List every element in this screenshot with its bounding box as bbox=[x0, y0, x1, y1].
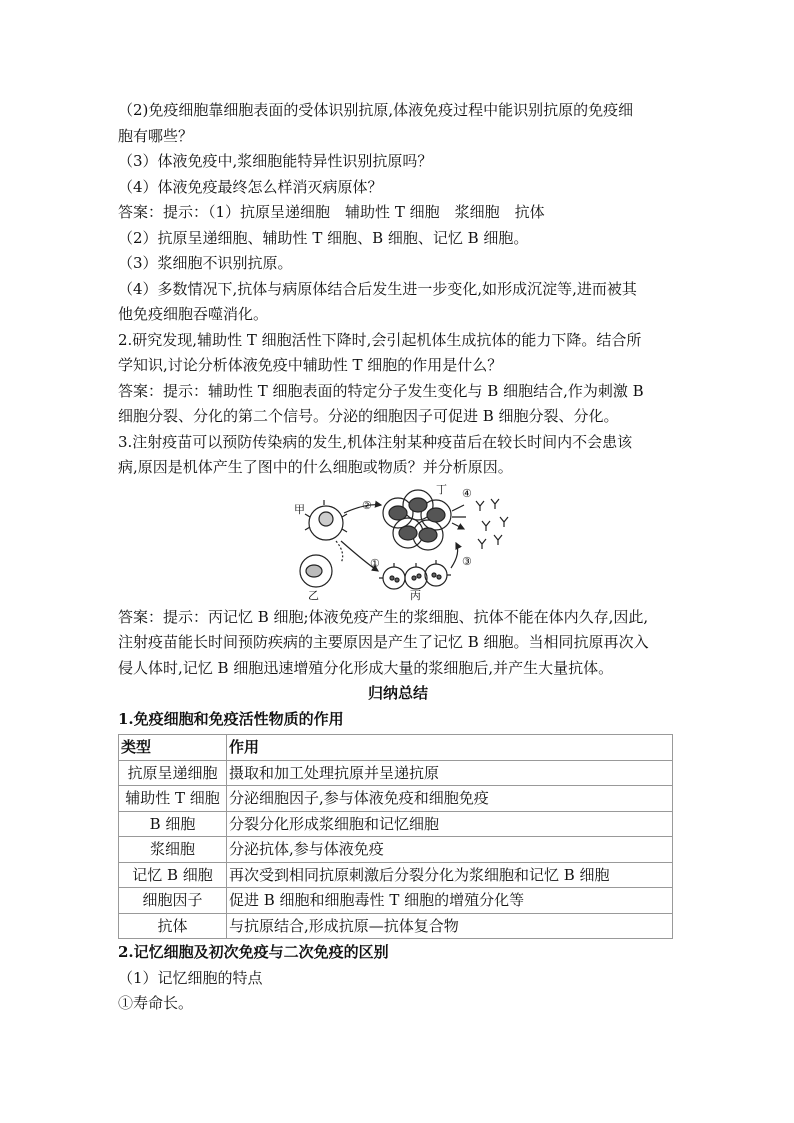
question-2-line-1: （2)免疫细胞靠细胞表面的受体识别抗原,体液免疫过程中能识别抗原的免疫细 bbox=[118, 101, 634, 119]
immune-diagram bbox=[286, 483, 526, 601]
table-row bbox=[119, 913, 673, 939]
section-1-heading: 1.免疫细胞和免疫活性物质的作用 bbox=[118, 709, 344, 728]
problem-2-line-2: 学知识,讨论分析体液免疫中辅助性 T 细胞的作用是什么？ bbox=[118, 356, 503, 374]
table-row bbox=[119, 760, 673, 786]
step-4: ④ bbox=[462, 486, 472, 500]
problem-2-answer-line-1: 答案：提示：辅助性 T 细胞表面的特定分子发生变化与 B 细胞结合,作为刺激 B bbox=[118, 381, 644, 400]
table-header-function: 作用 bbox=[227, 735, 673, 761]
answer-4-line-1: （4）多数情况下,抗体与病原体结合后发生进一步变化,如形成沉淀等,进而被其 bbox=[118, 279, 637, 298]
step-2: ② bbox=[362, 498, 372, 512]
label-bing: 丙 bbox=[410, 588, 421, 601]
answer-2: （2）抗原呈递细胞、辅助性 T 细胞、B 细胞、记忆 B 细胞。 bbox=[118, 228, 529, 247]
table-cell-function: 分裂分化形成浆细胞和记忆细胞 bbox=[227, 811, 673, 837]
document-body bbox=[118, 98, 678, 1017]
table-row bbox=[119, 888, 673, 914]
summary-heading: 归纳总结 bbox=[367, 684, 428, 702]
answer-1: 答案：提示：（1）抗原呈递细胞 辅助性 T 细胞 浆细胞 抗体 bbox=[118, 203, 545, 221]
table-row bbox=[119, 862, 673, 888]
question-2-line-2: 胞有哪些？ bbox=[118, 126, 194, 145]
label-jia: 甲 bbox=[294, 502, 305, 516]
section-2-heading: 2.记忆细胞及初次免疫与二次免疫的区别 bbox=[118, 943, 389, 961]
table-header-row bbox=[119, 735, 673, 761]
problem-3-answer-line-2: 注射疫苗能长时间预防疾病的主要原因是产生了记忆 B 细胞。当相同抗原再次入 bbox=[118, 633, 649, 651]
problem-2-line-1: 2.研究发现,辅助性 T 细胞活性下降时,会引起机体生成抗体的能力下降。结合所 bbox=[118, 330, 642, 349]
section-2-subheading: （1）记忆细胞的特点 bbox=[118, 968, 263, 987]
table-row bbox=[119, 786, 673, 812]
table-cell-type: B 细胞 bbox=[119, 811, 227, 837]
label-ding: 丁 bbox=[436, 482, 447, 496]
section-2-item-1: ①寿命长。 bbox=[118, 994, 194, 1012]
table-cell-type: 辅助性 T 细胞 bbox=[119, 786, 227, 812]
immune-cells-table bbox=[118, 734, 673, 939]
table-cell-function: 分泌细胞因子,参与体液免疫和细胞免疫 bbox=[227, 786, 673, 812]
step-3: ③ bbox=[462, 554, 472, 568]
table-row bbox=[119, 837, 673, 863]
humoral-immunity-figure bbox=[118, 483, 678, 601]
table-cell-function: 再次受到相同抗原刺激后分裂分化为浆细胞和记忆 B 细胞 bbox=[227, 862, 673, 888]
table-cell-type: 抗体 bbox=[119, 913, 227, 939]
answer-3: （3）浆细胞不识别抗原。 bbox=[118, 254, 293, 272]
problem-3-answer-line-1: 答案：提示：丙记忆 B 细胞;体液免疫产生的浆细胞、抗体不能在体内久存,因此, bbox=[118, 607, 649, 626]
question-4: （4）体液免疫最终怎么样消灭病原体？ bbox=[118, 177, 383, 196]
table-cell-function: 促进 B 细胞和细胞毒性 T 细胞的增殖分化等 bbox=[227, 888, 673, 914]
problem-3-line-1: 3.注射疫苗可以预防传染病的发生,机体注射某种疫苗后在较长时间内不会患该 bbox=[118, 432, 633, 451]
table-cell-type: 记忆 B 细胞 bbox=[119, 862, 227, 888]
table-cell-function: 分泌抗体,参与体液免疫 bbox=[227, 837, 673, 863]
table-cell-type: 浆细胞 bbox=[119, 837, 227, 863]
answer-4-line-2: 他免疫细胞吞噬消化。 bbox=[118, 305, 269, 323]
table-cell-function: 摄取和加工处理抗原并呈递抗原 bbox=[227, 760, 673, 786]
problem-3-line-2: 病,原因是机体产生了图中的什么细胞或物质？并分析原因。 bbox=[118, 458, 513, 476]
problem-3-answer-line-3: 侵人体时,记忆 B 细胞迅速增殖分化形成大量的浆细胞后,并产生大量抗体。 bbox=[118, 658, 614, 677]
table-row bbox=[119, 811, 673, 837]
step-1: ① bbox=[370, 556, 380, 570]
table-cell-type: 抗原呈递细胞 bbox=[119, 760, 227, 786]
table-header-type: 类型 bbox=[119, 735, 227, 761]
table-cell-type: 细胞因子 bbox=[119, 888, 227, 914]
problem-2-answer-line-2: 细胞分裂、分化的第二个信号。分泌的细胞因子可促进 B 细胞分裂、分化。 bbox=[118, 407, 619, 425]
table-cell-function: 与抗原结合,形成抗原—抗体复合物 bbox=[227, 913, 673, 939]
label-yi: 乙 bbox=[308, 588, 319, 601]
question-3: （3）体液免疫中,浆细胞能特异性识别抗原吗？ bbox=[118, 152, 433, 170]
